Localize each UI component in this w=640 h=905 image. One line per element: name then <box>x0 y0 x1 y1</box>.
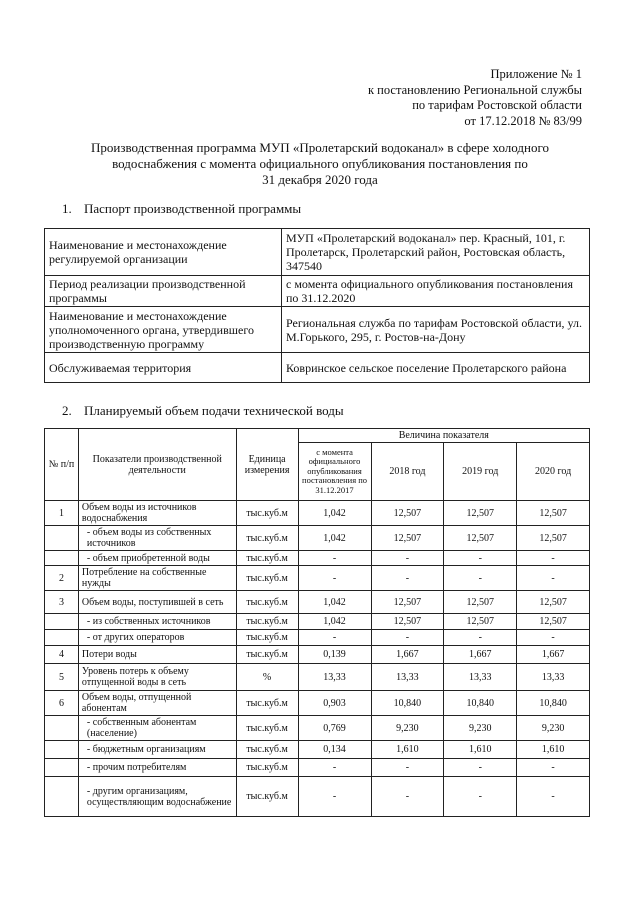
row-unit: тыс.куб.м <box>236 691 298 716</box>
table-row <box>45 646 590 664</box>
row-indicator: Объем воды, поступившей в сеть <box>78 591 236 614</box>
row-value-2018: 10,840 <box>371 691 444 716</box>
passport-label: Период реализации производственной программы <box>45 276 282 307</box>
row-value-2020: 12,507 <box>517 614 590 630</box>
row-value-2019: 12,507 <box>444 526 517 551</box>
row-num <box>45 759 79 777</box>
row-value-2019: 9,230 <box>444 716 517 741</box>
appendix-line: от 17.12.2018 № 83/99 <box>464 113 582 128</box>
row-value-2018: - <box>371 551 444 566</box>
row-unit: тыс.куб.м <box>236 566 298 591</box>
passport-row <box>45 307 590 353</box>
row-indicator: - собственным абонентам (население) <box>78 716 236 741</box>
section-heading-passport <box>62 201 301 217</box>
passport-value: Региональная служба по тарифам Ростовской области, ул. М.Горького, 295, г. Ростов-на-Дону <box>282 307 590 353</box>
section-number: 1. <box>62 201 72 216</box>
title-line: водоснабжения с момента официального опубликования постановления по <box>112 156 528 171</box>
row-value-2018: - <box>371 759 444 777</box>
row-value-period: 1,042 <box>298 614 371 630</box>
row-value-2020: 12,507 <box>517 591 590 614</box>
row-indicator: - прочим потребителям <box>78 759 236 777</box>
row-value-period: 1,042 <box>298 526 371 551</box>
appendix-block <box>368 67 582 129</box>
row-indicator: Потери воды <box>78 646 236 664</box>
passport-label: Наименование и местонахождение уполномоченного органа, утвердившего производственную программу <box>45 307 282 353</box>
header-unit: Единица измерения <box>236 429 298 501</box>
row-value-2019: 13,33 <box>444 664 517 691</box>
row-value-2018: 9,230 <box>371 716 444 741</box>
row-value-2020: 12,507 <box>517 526 590 551</box>
appendix-line: по тарифам Ростовской области <box>412 98 582 112</box>
row-value-period: 0,903 <box>298 691 371 716</box>
row-num <box>45 777 79 817</box>
header-2018: 2018 год <box>371 443 444 501</box>
row-num: 1 <box>45 501 79 526</box>
row-value-2020: - <box>517 759 590 777</box>
row-value-2018: 1,667 <box>371 646 444 664</box>
row-indicator: Объем воды, отпущенной абонентам <box>78 691 236 716</box>
row-value-2020: - <box>517 566 590 591</box>
row-value-period: - <box>298 759 371 777</box>
row-value-period: - <box>298 630 371 646</box>
row-value-period: 1,042 <box>298 501 371 526</box>
table-row <box>45 614 590 630</box>
row-unit: % <box>236 664 298 691</box>
passport-row <box>45 353 590 383</box>
header-num: № п/п <box>45 429 79 501</box>
row-indicator: - объем воды из собственных источников <box>78 526 236 551</box>
row-unit: тыс.куб.м <box>236 501 298 526</box>
row-unit: тыс.куб.м <box>236 630 298 646</box>
row-value-2019: 1,667 <box>444 646 517 664</box>
row-value-2019: 12,507 <box>444 591 517 614</box>
row-value-2019: 12,507 <box>444 614 517 630</box>
row-value-2020: 13,33 <box>517 664 590 691</box>
section-title: Паспорт производственной программы <box>84 201 302 216</box>
table-row <box>45 759 590 777</box>
row-value-2019: 12,507 <box>444 501 517 526</box>
row-value-2018: - <box>371 566 444 591</box>
passport-value: Ковринское сельское поселение Пролетарского района <box>282 353 590 383</box>
row-num <box>45 630 79 646</box>
table-row <box>45 664 590 691</box>
table-row <box>45 716 590 741</box>
row-value-2018: - <box>371 630 444 646</box>
table-row <box>45 566 590 591</box>
volume-table-body <box>45 501 590 817</box>
table-row <box>45 591 590 614</box>
volume-table <box>44 428 590 817</box>
row-num: 3 <box>45 591 79 614</box>
header-indicator: Показатели производственной деятельности <box>78 429 236 501</box>
appendix-line: Приложение № 1 <box>490 67 582 81</box>
row-value-2019: - <box>444 566 517 591</box>
row-num: 2 <box>45 566 79 591</box>
row-unit: тыс.куб.м <box>236 741 298 759</box>
table-row <box>45 630 590 646</box>
row-value-2020: 9,230 <box>517 716 590 741</box>
title-line: 31 декабря 2020 года <box>262 172 378 187</box>
row-value-period: 1,042 <box>298 591 371 614</box>
row-value-2020: - <box>517 777 590 817</box>
row-unit: тыс.куб.м <box>236 646 298 664</box>
row-value-period: 0,139 <box>298 646 371 664</box>
passport-value: с момента официального опубликования постановления по 31.12.2020 <box>282 276 590 307</box>
table-row <box>45 551 590 566</box>
row-indicator: Уровень потерь к объему отпущенной воды в сеть <box>78 664 236 691</box>
section-title: Планируемый объем подачи технической воды <box>84 403 344 418</box>
row-indicator: - от других операторов <box>78 630 236 646</box>
row-value-2020: 12,507 <box>517 501 590 526</box>
table-row <box>45 526 590 551</box>
passport-value: МУП «Пролетарский водоканал» пер. Красный, 101, г. Пролетарск, Пролетарский район, Ростовская область, 347540 <box>282 229 590 276</box>
row-num: 5 <box>45 664 79 691</box>
row-value-period: - <box>298 566 371 591</box>
appendix-line: к постановлению Региональной службы <box>367 82 582 97</box>
header-period: с момента официального опубликования постановления по 31.12.2017 <box>298 443 371 501</box>
row-num <box>45 551 79 566</box>
row-indicator: - бюджетным организациям <box>78 741 236 759</box>
passport-row <box>45 276 590 307</box>
row-value-2020: 1,667 <box>517 646 590 664</box>
row-value-2018: - <box>371 777 444 817</box>
row-value-2018: 13,33 <box>371 664 444 691</box>
row-value-2018: 12,507 <box>371 614 444 630</box>
table-row <box>45 691 590 716</box>
row-unit: тыс.куб.м <box>236 526 298 551</box>
row-value-2020: 1,610 <box>517 741 590 759</box>
row-unit: тыс.куб.м <box>236 614 298 630</box>
row-indicator: Объем воды из источников водоснабжения <box>78 501 236 526</box>
section-number: 2. <box>62 403 72 418</box>
row-num <box>45 526 79 551</box>
row-value-period: - <box>298 777 371 817</box>
row-value-2020: - <box>517 551 590 566</box>
passport-table <box>44 228 590 383</box>
row-value-period: 0,769 <box>298 716 371 741</box>
row-num: 6 <box>45 691 79 716</box>
table-row <box>45 741 590 759</box>
row-unit: тыс.куб.м <box>236 551 298 566</box>
row-value-2018: 1,610 <box>371 741 444 759</box>
row-indicator: - другим организациям, осуществляющим водоснабжение <box>78 777 236 817</box>
row-value-2019: - <box>444 551 517 566</box>
row-value-2018: 12,507 <box>371 591 444 614</box>
row-value-period: 0,134 <box>298 741 371 759</box>
row-num: 4 <box>45 646 79 664</box>
row-value-2019: - <box>444 777 517 817</box>
row-indicator: Потребление на собственные нужды <box>78 566 236 591</box>
row-indicator: - из собственных источников <box>78 614 236 630</box>
row-value-2019: 10,840 <box>444 691 517 716</box>
passport-row <box>45 229 590 276</box>
document-title <box>70 140 570 188</box>
table-row <box>45 501 590 526</box>
row-num <box>45 741 79 759</box>
section-heading-volume <box>62 403 344 419</box>
passport-label: Наименование и местонахождение регулируемой организации <box>45 229 282 276</box>
row-value-2019: - <box>444 759 517 777</box>
header-2020: 2020 год <box>517 443 590 501</box>
row-value-2019: - <box>444 630 517 646</box>
row-unit: тыс.куб.м <box>236 759 298 777</box>
row-value-2020: - <box>517 630 590 646</box>
row-unit: тыс.куб.м <box>236 716 298 741</box>
passport-label: Обслуживаемая территория <box>45 353 282 383</box>
row-value-2018: 12,507 <box>371 526 444 551</box>
title-line: Производственная программа МУП «Пролетарский водоканал» в сфере холодного <box>91 140 549 155</box>
row-value-2020: 10,840 <box>517 691 590 716</box>
row-value-period: 13,33 <box>298 664 371 691</box>
row-value-period: - <box>298 551 371 566</box>
row-num <box>45 716 79 741</box>
header-2019: 2019 год <box>444 443 517 501</box>
header-value-group: Величина показателя <box>298 429 589 443</box>
row-unit: тыс.куб.м <box>236 591 298 614</box>
table-header-row <box>45 429 590 443</box>
row-num <box>45 614 79 630</box>
row-value-2019: 1,610 <box>444 741 517 759</box>
row-unit: тыс.куб.м <box>236 777 298 817</box>
row-value-2018: 12,507 <box>371 501 444 526</box>
table-row <box>45 777 590 817</box>
row-indicator: - объем приобретенной воды <box>78 551 236 566</box>
